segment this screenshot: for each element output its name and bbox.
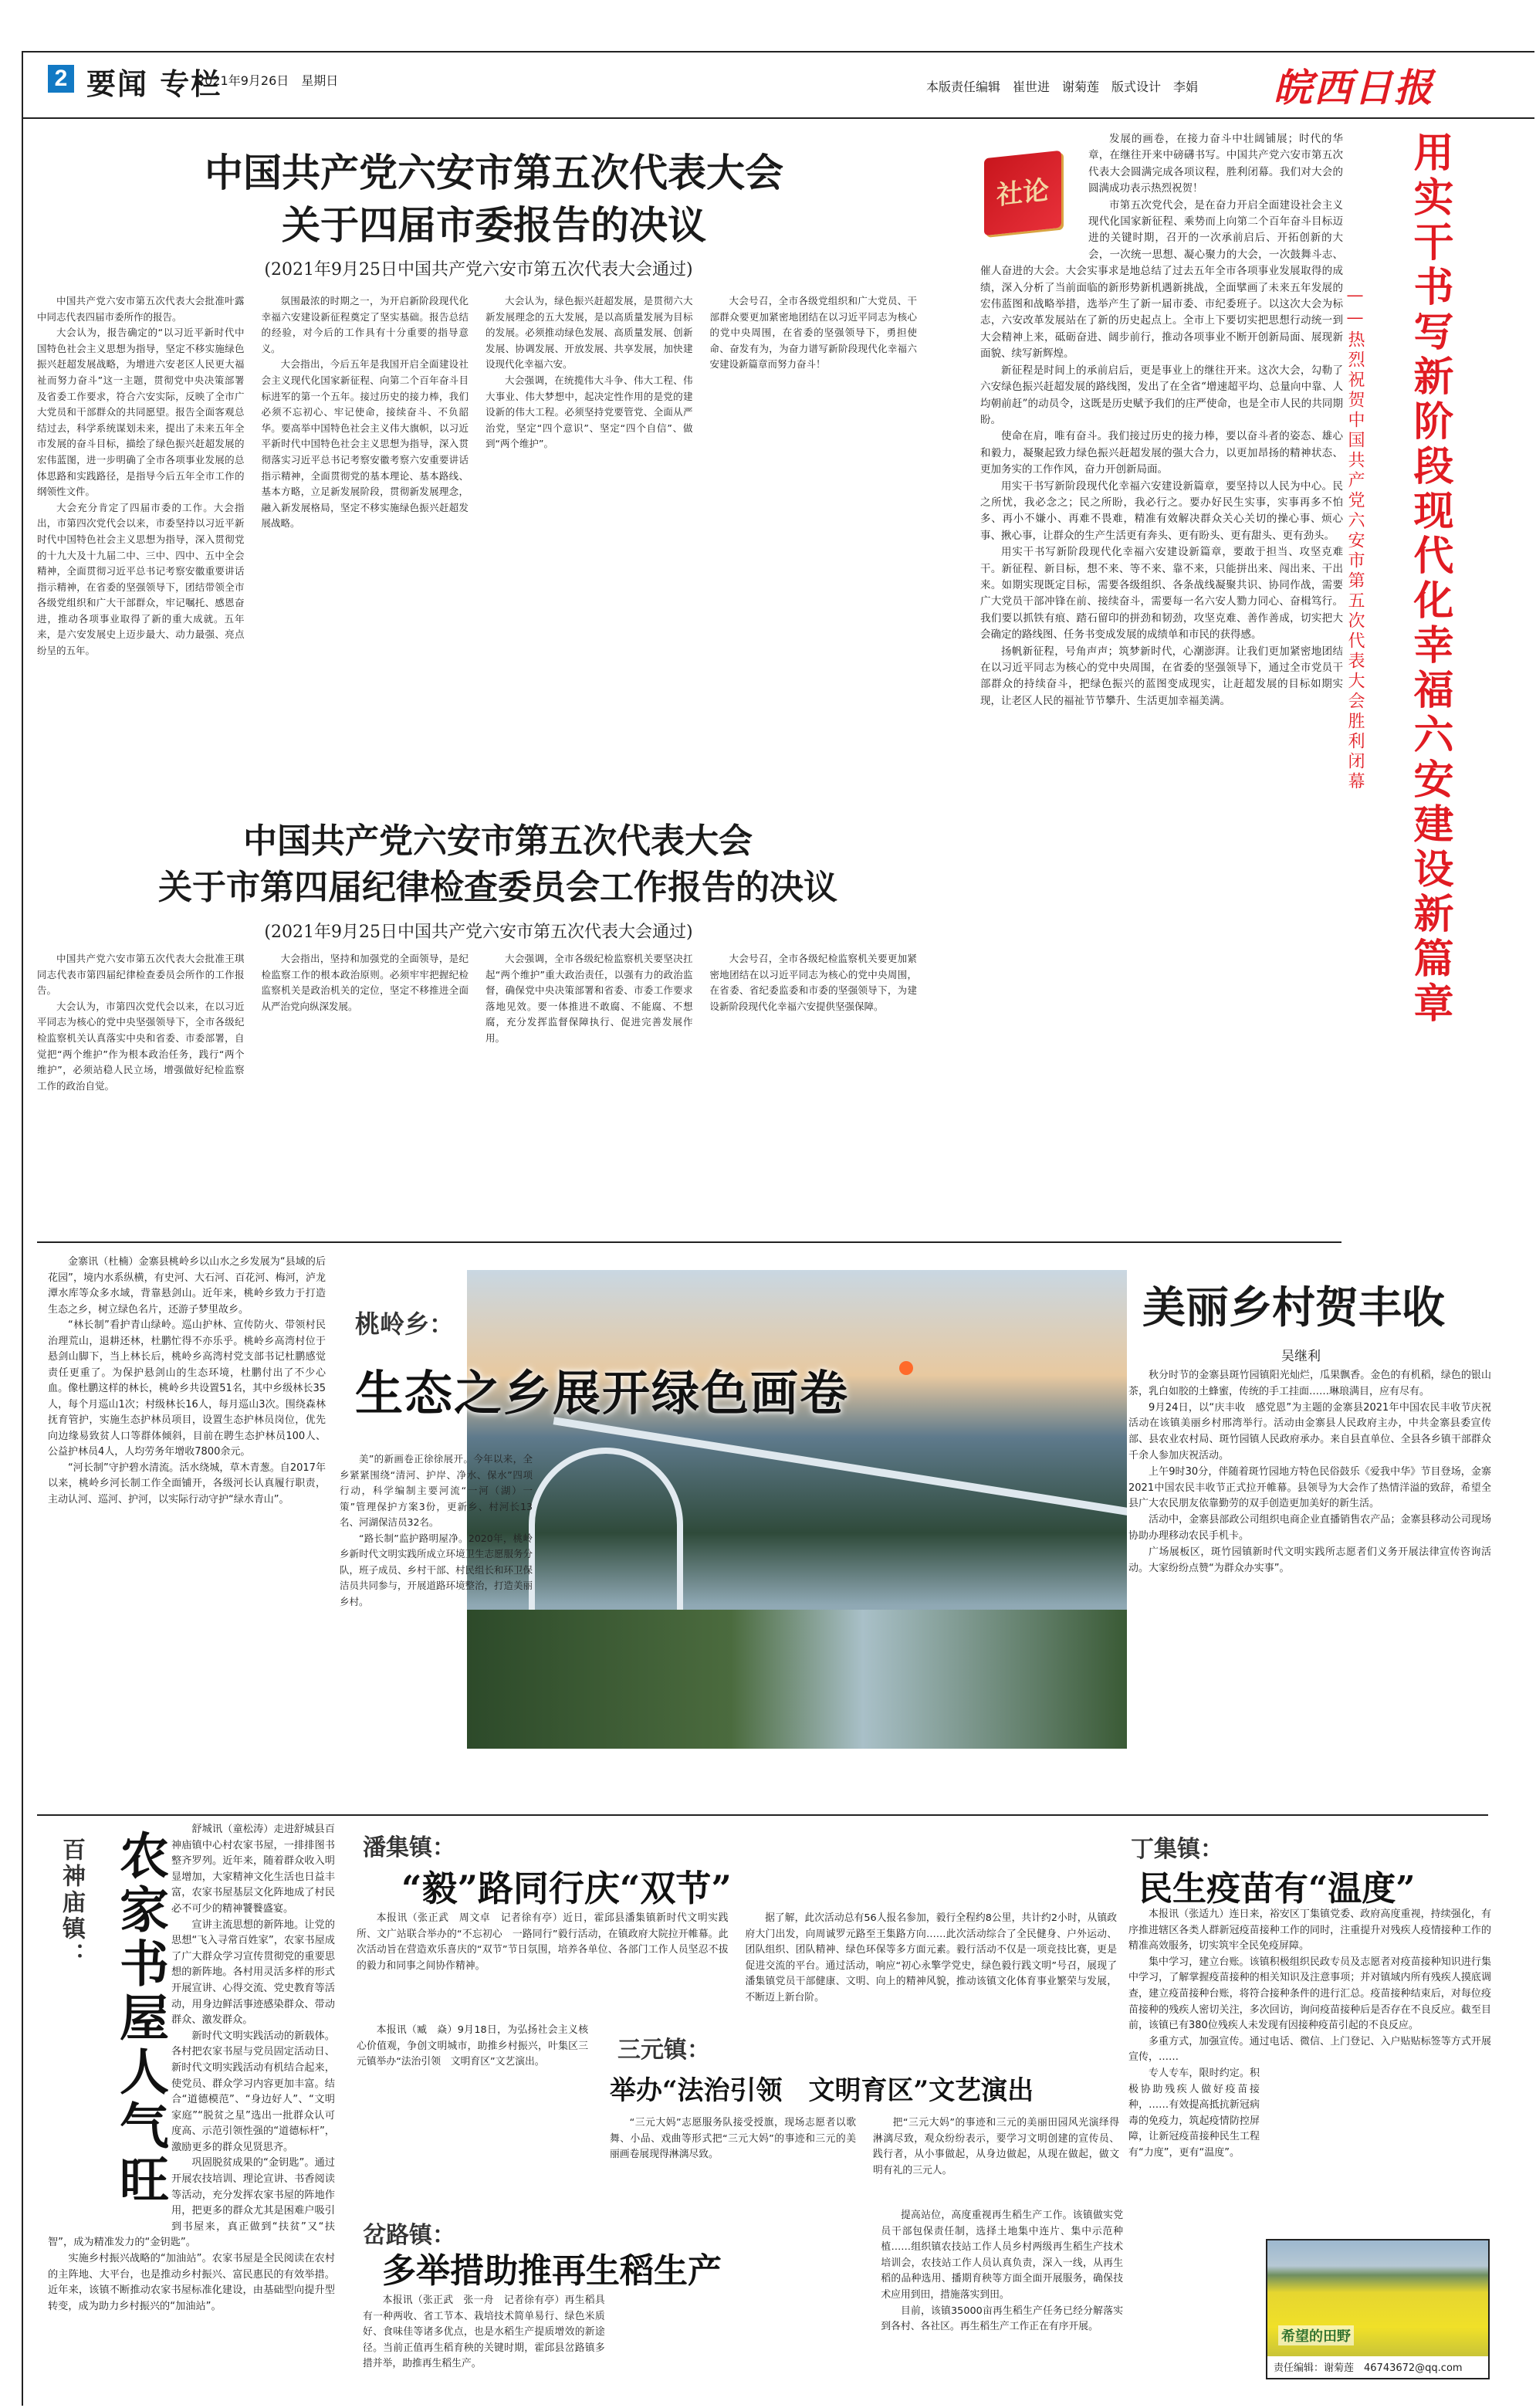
paragraph: 本报讯（张正武 张一舟 记者徐有亭）再生稻具有一种两收、省工节本、栽培技术简单易行、绿色米质好、食味佳等诸多优点，也是水稻生产提质增效的新途径。当前正值再生稻育秧的关键时期，霍邱县岔路镇多措并举，助推再生稻生产。 [363, 2295, 605, 2370]
fenlu-column [881, 2208, 1123, 2393]
article2-column [262, 951, 469, 1214]
sanyuan-column [873, 2115, 1119, 2208]
paragraph: 大会认为，市第四次党代会以来，在以习近平同志为核心的党中央坚强领导下，全市各级纪检监察机关认真落实中央和省委、市委部署，自觉把“两个维护”作为根本政治任务，践行“两个维护”，必须站稳人民立场，增强做好纪检监察工作的政治自觉。 [37, 1000, 245, 1092]
paragraph: 本报讯（张适九）连日来，裕安区丁集镇党委、政府高度重视，持续强化，有序推进辖区各类人群新冠疫苗接种工作的同时，注重提升对残疾人疫情接种工作的精准高效服务，切实筑牢全民免疫屏障。 [1128, 1908, 1491, 1952]
paragraph: 大会强调，在统揽伟大斗争、伟大工程、伟大事业、伟大梦想中，起决定性作用的是党的建设新的伟大工程。必须坚持党要管党、全面从严治党，坚定“四个意识”、坚定“四个自信”、做到“两个维护”。 [485, 374, 693, 450]
page-editors: 本版责任编辑 崔世进 谢菊莲 版式设计 李娟 [926, 80, 1199, 94]
paragraph: 中国共产党六安市第五次代表大会批准王琪同志代表市第四届纪律检查委员会所作的工作报告。 [37, 953, 245, 997]
harvest-title: 美丽乡村贺丰收 [1142, 1282, 1445, 1333]
sun [899, 1361, 913, 1375]
bookhouse-title: 农家书屋人气旺 [111, 1830, 169, 2208]
issue-date: 2021年9月26日 星期日 [197, 73, 339, 88]
paragraph: 多重方式，加强宣传。通过电话、微信、上门登记、入户贴贴标签等方式开展宣传，…… [1128, 2035, 1491, 2064]
sanyuan-column [610, 2115, 856, 2208]
feature-column [340, 1451, 533, 1807]
article2-column [485, 951, 693, 1214]
fenlu-column [363, 2208, 605, 2393]
article2-title-line2: 关于市第四届纪律检查委员会工作报告的决议 [158, 868, 837, 907]
paragraph: 专人专车，限时约定。积极协助残疾人做好疫苗接种，……有效提高抵抗新冠病毒的免疫力，筑起疫情防控屏障，让新冠疫苗接种民生工程有“力度”，更有“温度”。 [1128, 2067, 1260, 2159]
badge-spacer [980, 131, 1088, 255]
paragraph: 大会号召，全市各级党组织和广大党员、干部群众要更加紧密地团结在以习近平同志为核心的党中央周围，在省委的坚强领导下，勇担使命、奋发有为，为奋力谱写新阶段现代化幸福六安建设新篇章而努力奋斗！ [709, 295, 917, 371]
paragraph: 大会认为，报告确定的“以习近平新时代中国特色社会主义思想为指导，坚定不移实施绿色振兴赶超发展战略，为增进六安老区人民更大福祉而努力奋斗”这一主题，贯彻党中央决策部署及省委工作要求，符合六安实际，反映了全市广大党员和干部群众的共同愿望。报告全面客观总结过去，科学系统谋划未来，提出了未来五年全市发展的奋斗目标，描绘了绿色振兴赶超发展的宏伟蓝图，进一步明确了全市各项事业发展的总体思路和实践路径，是指导今后五年全市工作的纲领性文件。 [37, 327, 245, 498]
bookhouse-body [48, 1822, 335, 2393]
article2-subtitle: (2021年9月25日中国共产党六安市第五次代表大会通过) [264, 923, 693, 942]
article2-column [710, 951, 918, 1214]
feature-body [340, 1451, 533, 1807]
header-divider [22, 117, 1534, 119]
photo-title: 希望的田野 [1278, 2325, 1354, 2345]
paragraph: 大会强调，全市各级纪检监察机关要坚决扛起“两个维护”重大政治责任，以强有力的政治监督，确保党中央决策部署和省委、市委工作要求落地见效。要一体推进不敢腐、不能腐、不想腐，充分发挥监督保障执行、促进完善发展作用。 [485, 953, 693, 1044]
paragraph: 活动中，金寨县部政公司组织电商企业直播销售农产品；金寨县移动公司现场协助办理移动农民手机卡。 [1128, 1514, 1491, 1542]
feature-left-column [48, 1255, 326, 1810]
editorial-subtitle: ——热烈祝贺中国共产党六安市第五次代表大会胜利闭幕 [1345, 286, 1365, 792]
section-title: 要闻 专栏 [86, 67, 222, 101]
article1-column [262, 293, 469, 772]
feature-kicker: 桃岭乡： [355, 1309, 455, 1339]
paragraph: 广场展板区，斑竹园镇新时代文明实践所志愿者们义务开展法律宣传咨询活动。大家纷纷点赞“为群众办实事”。 [1128, 1546, 1491, 1574]
fenlu-column [622, 2208, 864, 2393]
paragraph: 宣讲主流思想的新阵地。让党的思想“飞入寻常百姓家”，农家书屋成了广大群众学习宣传贯彻党的重要思想的新阵地。各村用灵活多样的形式开展宣讲、心得交流、党史教育等活动，用身边鲜活事迹感染群众、带动群众、激发群众。 [171, 1919, 335, 2027]
fenlu-body [363, 2208, 1123, 2393]
foreground-trees [467, 1610, 1127, 1749]
paragraph: 大会认为，绿色振兴赶超发展，是贯彻六大新发展理念的五大发展，是以高质量发展为目标的发展。必须推动绿色发展、高质量发展、创新发展、协调发展、开放发展、共享发展，加快建设现代化幸福六安。 [485, 295, 693, 371]
article1-title-line2: 关于四届市委报告的决议 [282, 203, 706, 248]
sanyuan-title: 举办“法治引领 文明育区”文艺演出 [610, 2075, 1034, 2106]
editorial-body [980, 131, 1343, 1104]
newspaper-masthead: 皖西日报 [1274, 65, 1434, 110]
paragraph: 把“三元大妈”的事迹和三元的美丽田园风光演绎得淋漓尽致，观众纷纷表示，要学习文明创建的宣传员、践行者，从小事做起，从身边做起，从现在做起，做文明有礼的三元人。 [873, 2117, 1119, 2176]
article2-title [73, 818, 922, 911]
harvest-column [1128, 1368, 1491, 1800]
article1-body [37, 293, 917, 772]
panji-title: “毅”路同行庆“双节” [401, 1868, 732, 1909]
paragraph: 集中学习，建立台账。该镇积极组织民政专员及志愿者对疫苗接种知识进行集中学习，了解掌握疫苗接种的相关知识及注意事项；并对镇域内所有残疾人摸底调查，建立疫苗接种台账，将符合接种条件的进行汇总。疫苗接种结束后，对每位疫苗接种的残疾人密切关注，多次回访，询问疫苗接种后是否存在不良反应。截至目前，该镇已有380位残疾人未发现有因接种疫苗引起的不良反应。 [1128, 1956, 1491, 2032]
photo-spacer [1260, 2066, 1491, 2220]
article1-column [485, 293, 693, 772]
fenlu-kicker: 岔路镇： [363, 2222, 455, 2249]
paragraph: “路长制”监护路明屋净。2020年，桃岭乡新时代文明实践所成立环境卫生志愿服务分队，班子成员、乡村干部、村民组长和环卫保洁员共同参与，开展道路环境整治，打造美丽乡村。 [340, 1532, 533, 1607]
photo-box [1266, 2239, 1490, 2379]
paragraph: 据了解，此次活动总有56人报名参加，毅行全程约8公里，共计约2小时，从镇政府大门出发，向周诚罗元路至王集路方向……此次活动综合了全民健身、户外运动、团队组织、团队精神、绿色环保等多方面元素。毅行活动不仅是一项竞技比赛，更是促进交流的平台。通过活动，响应“初心永擎学党史，绿色毅行践文明”号召，展现了潘集镇党员干部健康、文明、向上的精神风貌，推动该镇文化体育事业繁荣与发展，不断迈上新台阶。 [745, 1912, 1117, 2003]
paragraph: 大会指出，坚持和加强党的全面领导，是纪检监察工作的根本政治原则。必须牢牢把握纪检监察机关是政治机关的定位，坚定不移推进全面从严治党向纵深发展。 [261, 953, 469, 1012]
sanyuan-body [610, 2115, 1119, 2208]
paragraph: 上午9时30分，伴随着斑竹园地方特色民俗鼓乐《爱我中华》节目登场，金寨2021中国农民丰收节正式拉开帷幕。县领导为大会作了热情洋溢的致辞，希望全县广大农民朋友依靠勤劳的双手创造更加美好的新生活。 [1128, 1465, 1491, 1510]
paragraph: 扬帆新征程，号角声声；筑梦新时代，心潮澎湃。让我们更加紧密地团结在以习近平同志为核心的党中央周围，在省委的坚强领导下，通过全市党员干部群众的持续奋斗，把绿色振兴的蓝图变成现实，让赶超发展的目标如期实现，让老区人民的福祉节节攀升、生活更加幸福美满。 [980, 645, 1343, 707]
paragraph: 大会指出，今后五年是我国开启全面建设社会主义现代化国家新征程、向第二个百年奋斗目标进军的第一个五年。接过历史的接力棒，我们必须不忘初心、牢记使命，接续奋斗、不负韶华。要高举中国特色社会主义伟大旗帜，以习近平新时代中国特色社会主义思想为指导，深入贯彻落实习近平总书记考察安徽考察六安重要讲话指示精神，全面贯彻党的基本理论、基本路线、基本方略，立足新发展阶段，贯彻新发展理念，融入新发展格局，坚定不移实施绿色振兴赶超发展战略。 [261, 358, 469, 530]
bookhouse-kicker: 百神庙镇： [58, 1837, 85, 1969]
paragraph: 氛围最浓的时期之一，为开启新阶段现代化幸福六安建设新征程奠定了坚实基础。报告总结的经验，对今后的工作具有十分重要的指导意义。 [261, 295, 469, 354]
paragraph: 大会号召，全市各级纪检监察机关要更加紧密地团结在以习近平同志为核心的党中央周围，在省委、省纪委监委和市委的坚强领导下，为建设新阶段现代化幸福六安提供坚强保障。 [709, 953, 917, 1012]
harvest-body [1128, 1368, 1491, 1800]
paragraph: 中国共产党六安市第五次代表大会批准叶露中同志代表四届市委所作的报告。 [37, 295, 245, 323]
sanyuan-left-body [357, 2023, 588, 2216]
article1-subtitle: (2021年9月25日中国共产党六安市第五次代表大会通过) [264, 260, 693, 279]
paragraph: 新时代文明实践活动的新载体。各村把农家书屋与党员固定活动日、新时代文明实践活动有机结合起来，使党员、群众学习内容更加丰富。结合“道德模范”、“身边好人”、“文明家庭”“脱贫之星”选出一批群众认可度高、示范引领性强的“道德标杆”，激励更多的群众见贤思齐。 [171, 2030, 335, 2153]
editorial-title: 用实干书写新阶段现代化幸福六安建设新篇章 [1406, 131, 1453, 1027]
paragraph: 秋分时节的金寨县斑竹园镇阳光灿烂，瓜果飘香。金色的有机稻，绿色的银山茶，乳白如胶的土蜂蜜，传统的手工挂面……琳琅满目，应有尽有。 [1128, 1370, 1491, 1397]
paragraph: 大会充分肯定了四届市委的工作。大会指出，市第四次党代会以来，市委坚持以习近平新时代中国特色社会主义思想为指导，深入贯彻党的十九大及十九届二中、三中、四中、五中全会精神，全面贯彻习近平总书记考察安徽重要讲话指示精神，在省委的坚强领导下，团结带领全市各级党组织和广大干部群众，牢记嘱托、感恩奋进，推动各项事业取得了新的重大成就。五年来，是六安发展史上迈步最大、动力最强、亮点纷呈的五年。 [37, 501, 245, 657]
editorial-badge-label: 社论 [996, 174, 1049, 212]
article1-column [710, 293, 918, 772]
article1-title [154, 147, 834, 252]
harvest-author: 吴继利 [1281, 1349, 1321, 1364]
paragraph: “三元大妈”志愿服务队接受授旗，现场志愿者以歌舞、小品、戏曲等形式把“三元大妈”的事迹和三元的美丽画卷展现得淋漓尽致。 [610, 2117, 856, 2161]
paragraph: 提高站位，高度重视再生稻生产工作。该镇做实党员干部包保责任制，选择土地集中连片、集中示范种植……组织镇农技站工作人员乡村两级再生稻生产技术培训会，农技站工作人员认真负责，深入一线，从再生稻的品种选用、播期育秧等方面全面开展服务，确保技术应用到田，措施落实到田。 [881, 2210, 1124, 2301]
paragraph: 美”的新画卷正徐徐展开。今年以来，全乡紧紧围绕“清河、护岸、净水、保水”四项行动，科学编制主要河流“一河（湖）一策”管理保护方案3份，更新乡、村河长13名、河湖保洁员32名。 [340, 1453, 533, 1528]
paragraph: 本报讯（臧 焱）9月18日，为弘扬社会主义核心价值观，争创文明城市，助推乡村振兴，叶集区三元镇举办“法治引领 文明育区”文艺演出。 [357, 2024, 588, 2068]
dingji-title: 民生疫苗有“温度” [1138, 1869, 1416, 1908]
paragraph: 使命在肩，唯有奋斗。我们接过历史的接力棒，要以奋斗者的姿态、雄心和毅力，凝聚起致力绿色振兴赶超发展的强大合力，以更加昂扬的精神状态、更加务实的工作作风，奋力开创新局面。 [980, 430, 1343, 476]
paragraph: 巩固脱贫成果的“金钥匙”。通过开展农技培训、理论宣讲、书香阅读等活动，充分发挥农家书屋的阵地作用，把更多的群众尤其是困难户吸引到书屋来，真正做到“扶贫”又“扶智”，成为精准发力的“金钥匙”。 [48, 2157, 335, 2249]
article1-title-line1: 中国共产党六安市第五次代表大会 [205, 151, 783, 195]
paragraph: 舒城讯（童松涛）走进舒城县百神庙镇中心村农家书屋，一排排图书整齐罗列。近年来，随着群众收入明显增加，大家精神文化生活也日益丰富，农家书屋基层文化阵地成了村民必不可少的精神饕餮盛宴。 [171, 1824, 335, 1915]
page-number-badge: 2 [48, 65, 74, 93]
panji-column [357, 2023, 588, 2216]
paragraph: 实施乡村振兴战略的“加油站”。农家书屋是全民阅读在农村的主阵地、大平台，也是推动乡村振兴、富民惠民的有效举措。近年来，该镇不断推动农家书屋标准化建设，由基础型向提升型转变，成为助力乡村振兴的“加油站”。 [48, 2253, 335, 2312]
paragraph: “林长制”看护青山绿岭。巡山护林、宣传防火、带领村民治理荒山，退耕还林，杜鹏忙得不亦乐乎。桃岭乡高湾村位于悬剑山脚下，当上林长后，桃岭乡高湾村党支部书记杜鹏感觉责任更重了。为保护悬剑山的生态环境，杜鹏付出了不少心血。像杜鹏这样的林长，桃岭乡共设置51名，其中乡级林长35人，每个月巡山1次；村级林长16人，每月巡山3次。围绕森林抚育管护，实施生态护林员项目，设置生态护林员岗位，优先向边缘易致贫人口等群体倾斜，目前在聘生态护林员100人、公益护林员4人，人均劳务年增收7800余元。 [48, 1319, 326, 1458]
feature-title: 生态之乡展开绿色画卷 [355, 1365, 850, 1421]
paragraph: 本报讯（张正武 周文卓 记者徐有亭）近日，霍邱县潘集镇新时代文明实践所、文广站联合举办的“不忘初心 一路同行”毅行活动，在镇政府大院拉开帷幕。此次活动旨在营造欢乐喜庆的“双节”节日氛围，培养各单位、各部门工作人员坚忍不拔的毅力和同事之间协作精神。 [357, 1912, 729, 1972]
fenlu-title: 多举措助推再生稻生产 [382, 2251, 722, 2291]
paragraph: 9月24日，以“庆丰收 感党恩”为主题的金寨县2021年中国农民丰收节庆祝活动在该镇美丽乡村邢湾举行。活动由金寨县人民政府主办，中共金寨县委宣传部、县农业农村局、斑竹园镇人民政府承办。来自县直单位、全县各乡镇干部群众千余人参加庆祝活动。 [1128, 1401, 1491, 1461]
paragraph: 新征程是时间上的承前启后，更是事业上的继往开来。这次大会，勾勒了六安绿色振兴赶超发展的路线图，发出了在全省“增速超平均、总量向中靠、人均朝前赶”的动员令，这既是历史赋予我们的庄严使命，也是全市人民的共同期盼。 [980, 364, 1343, 426]
paragraph: 金寨讯（杜楠）金寨县桃岭乡以山水之乡发展为“县域的后花园”，境内水系纵横，有史河、大石河、百花河、梅河，泸龙潭水库等众多水域，背靠悬剑山。近年来，桃岭乡致力于打造生态之乡，树立绿色名片，还游子梦里故乡。 [48, 1256, 326, 1316]
section-divider [37, 1241, 1341, 1243]
paragraph: 目前，该镇35000亩再生稻生产任务已经分解落实到各村、各社区。再生稻生产工作正在有序开展。 [881, 2305, 1124, 2333]
paragraph: 市第五次党代会，是在奋力开启全面建设社会主义现代化国家新征程、乘势而上向第二个百年奋斗目标迈进的关键时期，召开的一次承前启后、开拓创新的大会，一次统一思想、凝心聚力的大会，一次鼓舞斗志、催人奋进的大会。大会实事求是地总结了过去五年全市各项事业发展取得的成绩，深入分析了当前面临的新形势新机遇新挑战，全面擘画了未来五年发展的宏伟蓝图和战略举措，选举产生了新一届市委、市纪委班子。以这次大会为标志，六安改革发展站在了新的历史起点上。全市上下要切实把思想行动统一到大会精神上来，砥砺奋进、阔步前行，推动各项事业不断开创新局面、展现新面貌、续写新辉煌。 [980, 198, 1343, 361]
sanyuan-kicker: 三元镇： [617, 2037, 710, 2064]
paragraph: 用实干书写新阶段现代化幸福六安建设新篇章，要坚持以人民为中心。民之所忧，我必念之；民之所盼，我必行之。要办好民生实事，实事再多不怕多、再小不嫌小、再难不畏难，精准有效解决群众关心关切的操心事、烦心事、揪心事，让群众的生产生活更有奔头、更有盼头、更有甜头、更有劲头。 [980, 479, 1343, 542]
title-spacer [48, 1822, 171, 2223]
article2-body [37, 951, 917, 1214]
section-divider-lower [37, 1814, 1488, 1816]
paragraph: 用实干书写新阶段现代化幸福六安建设新篇章，要敢于担当、攻坚克难干。新征程、新目标，想不来、等不来、靠不来，只能拼出来、闯出来、干出来。如期实现既定目标，需要各级组织、各条战线凝聚共识、协同作战，需要广大党员干部冲锋在前、接续奋斗，需要每一名六安人勠力同心、奋楫笃行。我们要以抓铁有痕、踏石留印的拼劲和韧劲，攻坚克难、善作善成，切实把大会确定的路线图、任务书变成发展的成绩单和市民的获得感。 [980, 546, 1343, 642]
paragraph: “河长制”守护碧水清流。活水绕城，草木青葱。自2017年以来，桃岭乡河长制工作全面铺开，各级河长认真履行职责，主动认河、巡河、护河，以实际行动守护“绿水青山”。 [48, 1461, 326, 1505]
article2-title-line1: 中国共产党六安市第五次代表大会 [243, 821, 753, 861]
paragraph: 发展的画卷，在接力奋斗中壮阔铺展；时代的华章，在继往开来中磅礴书写。中国共产党六安市第五次代表大会圆满完成各项议程，胜利闭幕。我们对大会的圆满成功表示热烈祝贺！ [1088, 133, 1343, 195]
article2-column [37, 951, 245, 1214]
article1-column [37, 293, 245, 772]
photo-footer: 责任编辑：谢菊莲 46743672@qq.com [1274, 2362, 1463, 2374]
panji-kicker: 潘集镇： [363, 1834, 455, 1861]
bridge-lake-photo [467, 1270, 1127, 1749]
dingji-kicker: 丁集镇： [1131, 1836, 1223, 1863]
feature-column [48, 1255, 326, 1810]
